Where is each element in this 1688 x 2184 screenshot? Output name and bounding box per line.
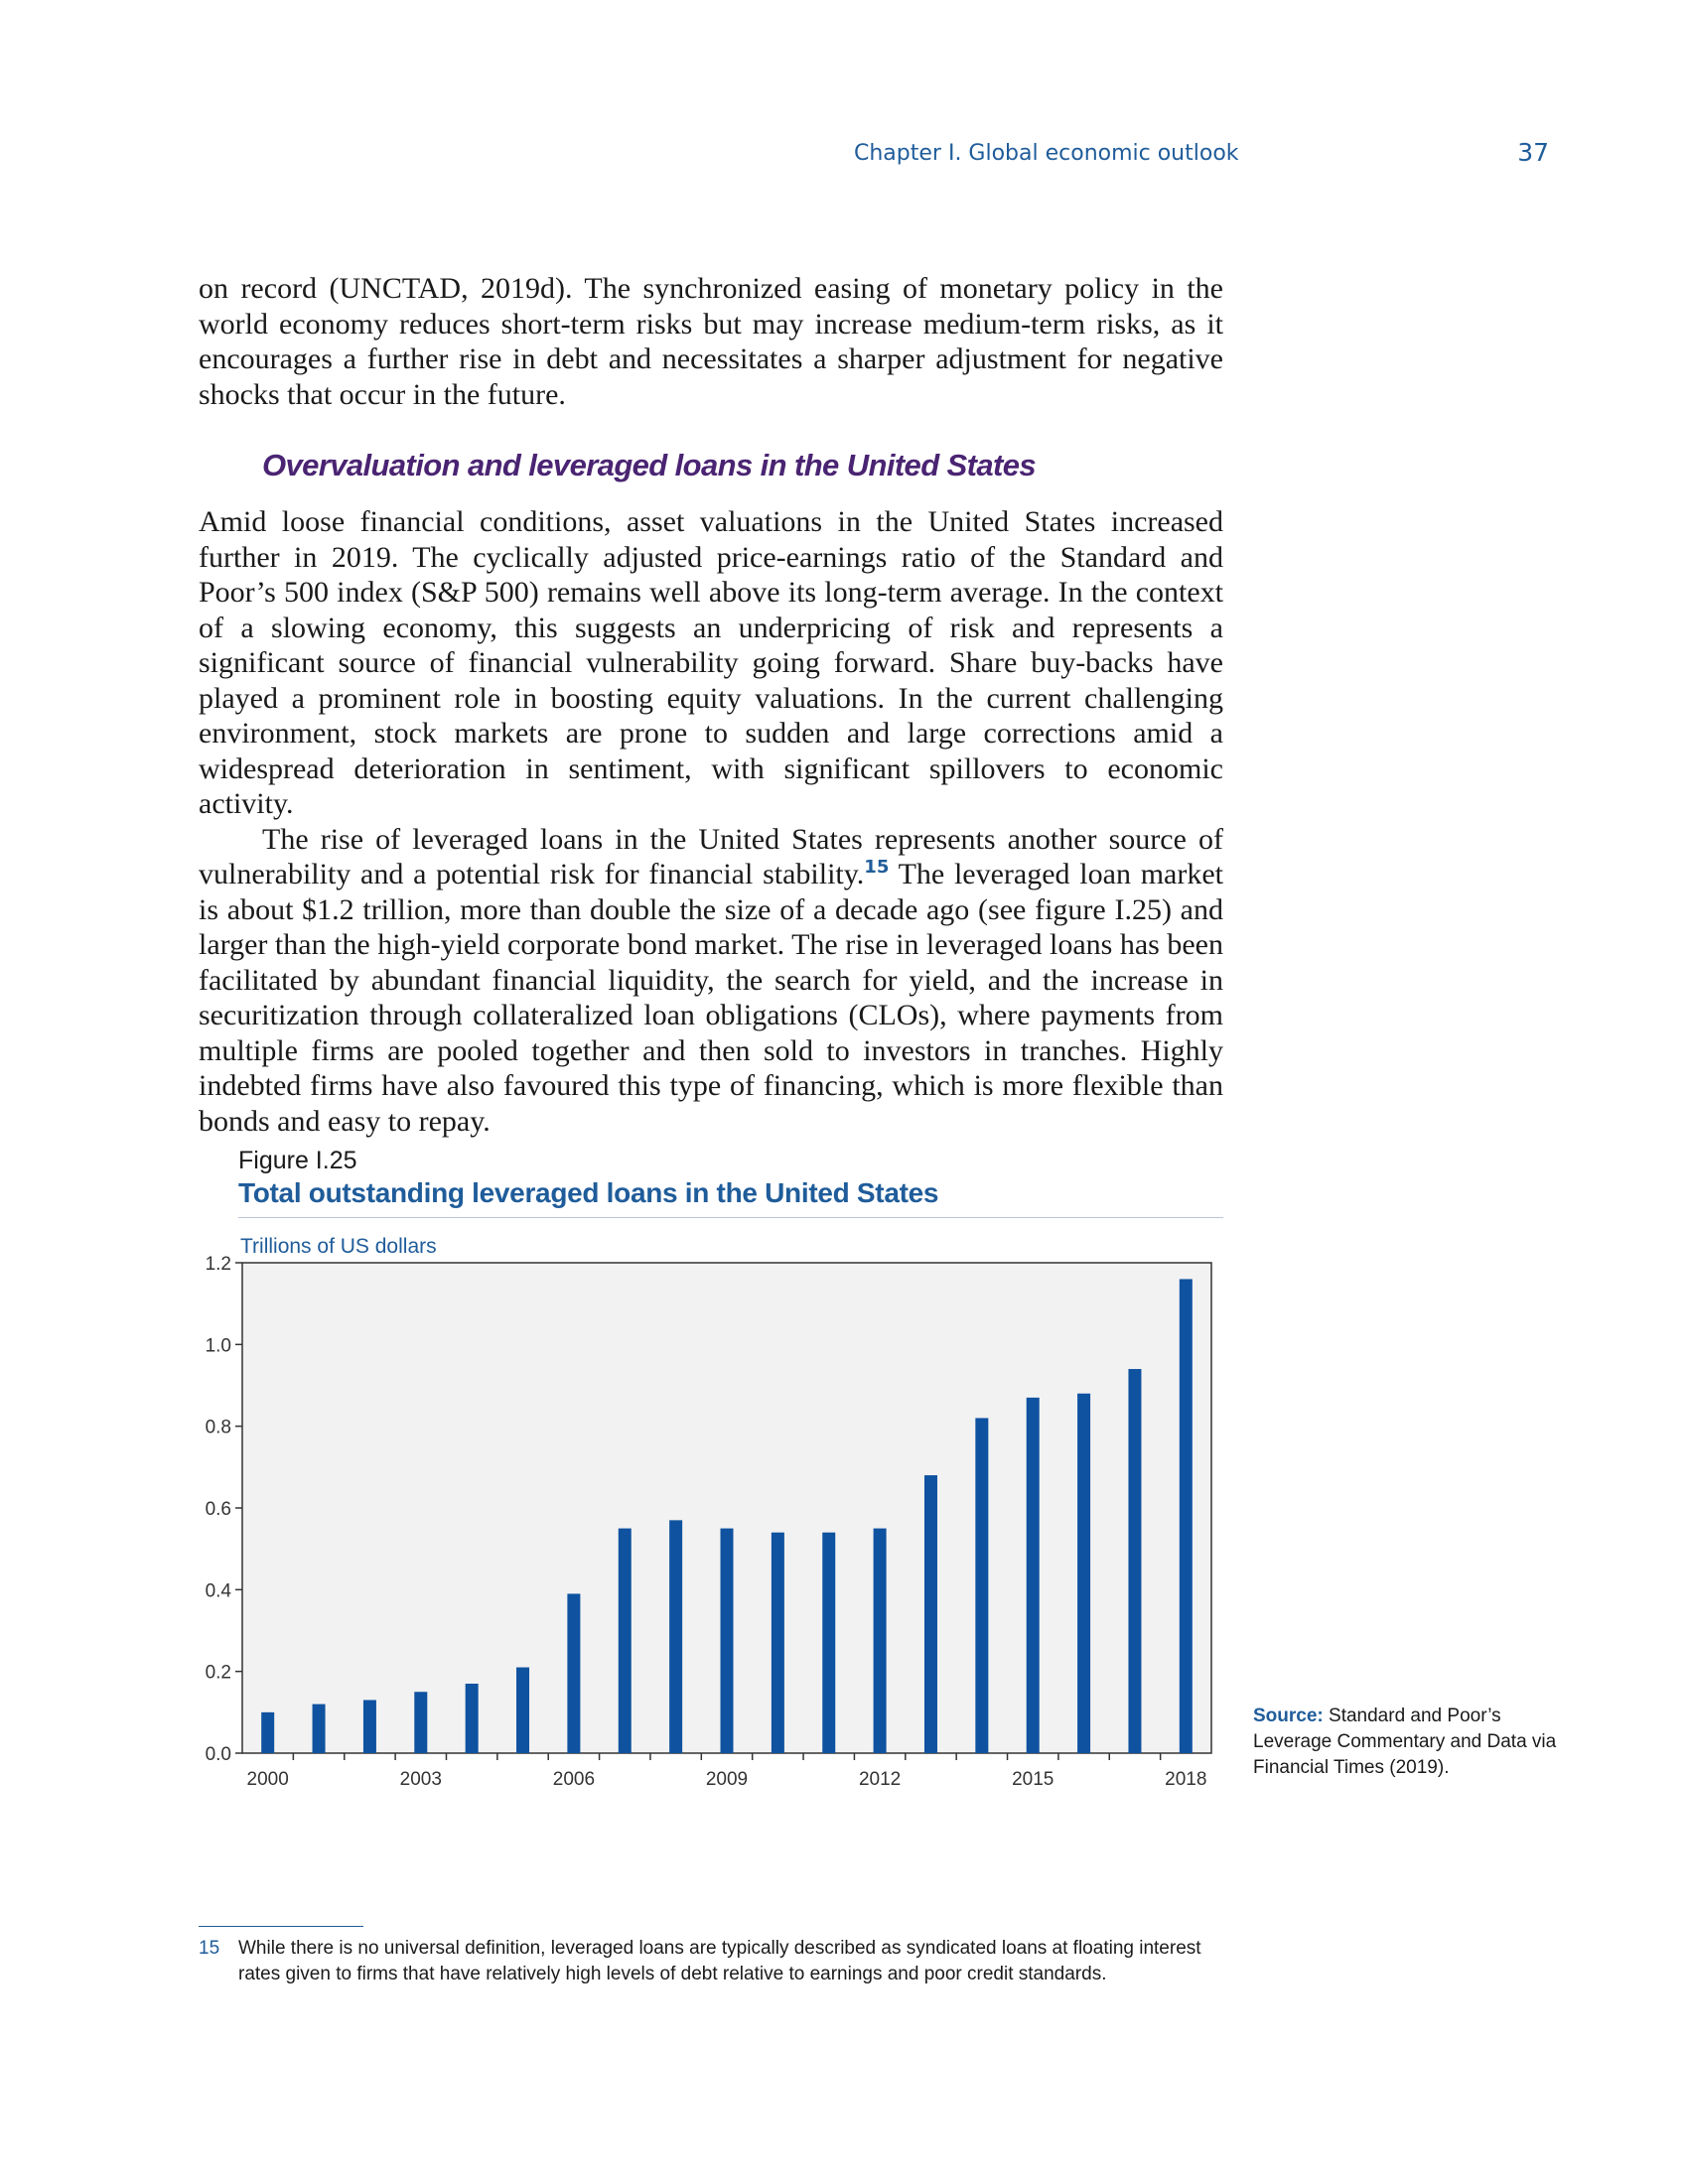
source-text: Standard and Poor’s Leverage Commentary and Data via Financial Times (2019). bbox=[1253, 1706, 1557, 1778]
footnote-divider bbox=[199, 1926, 363, 1927]
page-number: 37 bbox=[1517, 138, 1549, 167]
section-text bbox=[199, 504, 1223, 1139]
y-tick-label: 0.4 bbox=[205, 1580, 231, 1602]
bar-2004 bbox=[466, 1684, 479, 1753]
y-tick-label: 1.0 bbox=[205, 1335, 231, 1357]
bar-2017 bbox=[1128, 1369, 1141, 1753]
figure-title: Total outstanding leveraged loans in the United States bbox=[238, 1177, 939, 1208]
bar-2016 bbox=[1077, 1394, 1090, 1753]
paragraph-3-start: The rise of leveraged loans in the United States represents another source of vulnerability and a potential risk for financial stability. bbox=[199, 822, 1223, 890]
bar-2006 bbox=[567, 1593, 580, 1753]
paragraph-2: Amid loose financial conditions, asset valuations in the United States increased further in 2019. The cyclically adjusted price-earnings ratio of the Standard and Poor’s 500 index (S&P 500) remains well above its long-term average. In the context of a slowing economy, this suggests an underpricing of risk and represents a significant source of financial vulnerability going forward. Share buy-backs have played a prominent role in boosting equity valuations. In the current challenging environment, stock markets are prone to sudden and large corrections amid a widespread deterioration in sentiment, with significant spillovers to economic activity. bbox=[199, 505, 1223, 820]
bar-2018 bbox=[1180, 1279, 1193, 1753]
bar-2010 bbox=[772, 1533, 784, 1753]
bar-2000 bbox=[261, 1712, 274, 1753]
bar-2001 bbox=[313, 1705, 326, 1753]
bar-2005 bbox=[516, 1668, 529, 1753]
bar-2014 bbox=[975, 1418, 988, 1753]
paragraph-3 bbox=[199, 822, 1223, 1140]
x-tick-label: 2009 bbox=[705, 1769, 749, 1790]
y-tick-label: 0.0 bbox=[205, 1744, 231, 1765]
bar-2007 bbox=[619, 1529, 632, 1753]
bar-2003 bbox=[414, 1692, 427, 1753]
figure-source bbox=[1253, 1704, 1571, 1781]
footnote bbox=[199, 1936, 1223, 1987]
paragraph-1: on record (UNCTAD, 2019d). The synchronized easing of monetary policy in the world economy reduces short-term risks but may increase medium-term risks, as it encourages a further rise in debt and necessitates a sharper adjustment for negative shocks that occur in the future. bbox=[199, 272, 1223, 411]
bar-2011 bbox=[822, 1533, 835, 1753]
section-heading: Overvaluation and leveraged loans in the United States bbox=[262, 448, 1036, 482]
figure-label: Figure I.25 bbox=[238, 1147, 357, 1174]
bar-2013 bbox=[924, 1475, 937, 1753]
bar-2008 bbox=[669, 1520, 682, 1753]
footnote-text: While there is no universal definition, leveraged loans are typically described as syndicated loans at floating interest rates given to firms that have relatively high levels of debt relative to earnings and poor credit standards. bbox=[238, 1938, 1201, 1984]
x-tick-label: 2003 bbox=[399, 1769, 442, 1790]
bar-2015 bbox=[1027, 1398, 1040, 1753]
y-tick-label: 1.2 bbox=[205, 1254, 231, 1275]
x-tick-label: 2018 bbox=[1165, 1769, 1207, 1790]
intro-text bbox=[199, 271, 1223, 412]
bar-2002 bbox=[363, 1700, 376, 1753]
x-tick-label: 2015 bbox=[1012, 1769, 1055, 1790]
bar-2009 bbox=[721, 1529, 734, 1753]
figure-title-divider bbox=[238, 1217, 1223, 1218]
bar-chart bbox=[189, 1251, 1241, 1807]
y-tick-label: 0.2 bbox=[205, 1662, 231, 1684]
source-label: Source: bbox=[1253, 1706, 1324, 1726]
x-tick-label: 2012 bbox=[858, 1769, 902, 1790]
footnote-number: 15 bbox=[199, 1938, 220, 1959]
x-tick-label: 2000 bbox=[246, 1769, 289, 1790]
paragraph-3-end: The leveraged loan market is about $1.2 trillion, more than double the size of a decade ago (see figure I.25) and larger than the high-yield corporate bond market. The rise in leveraged loans has been facilitated by abundant financial liquidity, the search for yield, and the increase in securitization through collateralized loan obligations (CLOs), where payments from multiple firms are pooled together and then sold to investors in tranches. Highly indebted firms have also favoured this type of financing, which is more flexible than bonds and easy to repay. bbox=[199, 858, 1223, 1138]
bar-2012 bbox=[874, 1529, 887, 1753]
running-header-chapter: Chapter I. Global economic outlook bbox=[854, 141, 1239, 166]
y-tick-label: 0.6 bbox=[205, 1499, 231, 1520]
y-tick-label: 0.8 bbox=[205, 1417, 231, 1438]
x-tick-label: 2006 bbox=[552, 1769, 596, 1790]
figure-unit-label: Trillions of US dollars bbox=[240, 1235, 437, 1258]
footnote-reference[interactable]: 15 bbox=[864, 857, 890, 878]
